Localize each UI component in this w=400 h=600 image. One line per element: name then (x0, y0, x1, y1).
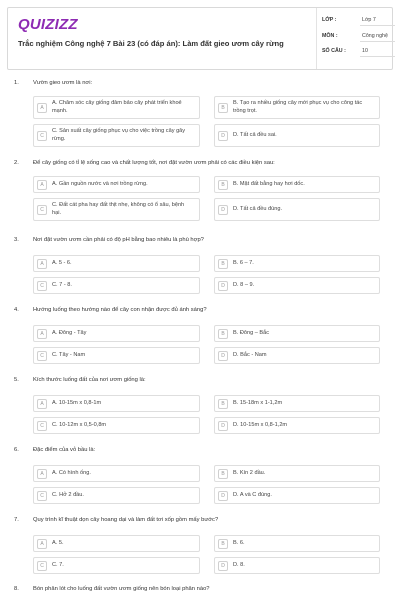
option-text: B. Đông – Bắc (233, 329, 270, 336)
question-text: Quy trình kĩ thuật dọn cây hoang dại và làm đất tơi xốp gồm mấy bước? (33, 517, 219, 523)
meta-grade-label: LỚP : (322, 17, 337, 23)
question-number: 4. (14, 307, 19, 313)
option-letter: A (37, 539, 47, 549)
option-text: C. Đất cát pha hay đất thịt nhẹ, không có ổ sâu, bệnh hại. (52, 201, 185, 216)
option-letter: A (37, 259, 47, 269)
option-letter: A (37, 399, 47, 409)
option-c[interactable] (33, 487, 200, 504)
question-text: Kích thước luống đất của nơi ươm giống là: (33, 377, 146, 383)
option-text: C. 7 - 8. (52, 281, 72, 288)
option-letter: D (218, 131, 228, 141)
meta-grade-underline (360, 25, 395, 26)
option-letter: A (37, 469, 47, 479)
option-letter: D (218, 421, 228, 431)
option-a[interactable] (33, 325, 200, 342)
question-text: Đặc điểm của vỏ bầu là: (33, 447, 96, 453)
option-c[interactable] (33, 347, 200, 364)
option-letter: D (218, 491, 228, 501)
question-number: 7. (14, 517, 19, 523)
option-letter: C (37, 491, 47, 501)
question-text: Vườn gieo ươm là nơi: (33, 80, 93, 86)
question-number: 8. (14, 586, 19, 592)
option-letter: D (218, 561, 228, 571)
option-a[interactable] (33, 465, 200, 482)
option-letter: B (218, 329, 228, 339)
question-text: Để cây giống có tỉ lệ sống cao và chất lượng tốt, nơi đặt vườn ươm phải có các điều kiện sau: (33, 160, 275, 166)
meta-grade-value: Lớp 7 (362, 17, 376, 23)
option-d[interactable] (214, 124, 380, 147)
option-text: B. Mặt đất bằng hay hơi dốc. (233, 180, 305, 187)
option-text: B. 15-18m x 1-1,2m (233, 399, 283, 406)
option-text: C. Hở 2 đầu. (52, 491, 84, 498)
option-d[interactable] (214, 557, 380, 574)
option-text: D. 8. (233, 561, 245, 568)
question-number: 5. (14, 377, 19, 383)
option-letter: D (218, 205, 228, 215)
option-d[interactable] (214, 277, 380, 294)
option-b[interactable] (214, 325, 380, 342)
option-letter: A (37, 103, 47, 113)
meta-subject-label: MÔN : (322, 33, 338, 39)
option-text: D. 8 – 9. (233, 281, 255, 288)
option-letter: D (218, 351, 228, 361)
option-text: A. Chăm sóc cây giống đảm bảo cây phát triển khoẻ mạnh. (52, 99, 182, 114)
option-a[interactable] (33, 535, 200, 552)
option-letter: C (37, 205, 47, 215)
option-letter: B (218, 469, 228, 479)
option-b[interactable] (214, 465, 380, 482)
option-letter: A (37, 329, 47, 339)
option-letter: C (37, 281, 47, 291)
option-c[interactable] (33, 124, 200, 147)
option-text: C. Tây - Nam (52, 351, 86, 358)
question-number: 1. (14, 80, 19, 86)
header-divider (316, 8, 317, 69)
meta-count-label: SỐ CÂU : (322, 48, 346, 54)
option-text: A. 5 - 6. (52, 259, 72, 266)
option-letter: B (218, 399, 228, 409)
option-d[interactable] (214, 347, 380, 364)
option-text: B. 6 – 7. (233, 259, 254, 266)
option-a[interactable] (33, 395, 200, 412)
option-text: D. Bắc - Nam (233, 351, 267, 358)
option-letter: B (218, 259, 228, 269)
quizizz-logo: QUIZIZZ (18, 16, 78, 33)
question-number: 2. (14, 160, 19, 166)
option-text: A. 5. (52, 539, 64, 546)
option-letter: D (218, 281, 228, 291)
option-letter: C (37, 131, 47, 141)
option-letter: A (37, 180, 47, 190)
option-a[interactable] (33, 255, 200, 272)
option-text: A. Gần nguồn nước và nơi trồng rừng. (52, 180, 148, 187)
option-letter: B (218, 539, 228, 549)
option-letter: C (37, 561, 47, 571)
option-d[interactable] (214, 198, 380, 221)
option-letter: B (218, 103, 228, 113)
option-a[interactable] (33, 176, 200, 193)
meta-subject-underline (360, 41, 395, 42)
option-letter: B (218, 180, 228, 190)
option-text: A. Có hình ống. (52, 469, 91, 476)
question-text: Bón phân lót cho luống đất vườn ươm giống nên bón loại phân nào? (33, 586, 210, 592)
worksheet-title: Trắc nghiệm Công nghệ 7 Bài 23 (có đáp án): Làm đất gieo ươm cây rừng (18, 39, 284, 48)
option-b[interactable] (214, 395, 380, 412)
option-b[interactable] (214, 255, 380, 272)
option-text: D. Tất cả đều sai. (233, 131, 277, 138)
option-c[interactable] (33, 557, 200, 574)
question-text: Nơi đặt vườn ươm cần phải có độ pH bằng bao nhiêu là phù hợp? (33, 237, 204, 243)
option-c[interactable] (33, 277, 200, 294)
option-b[interactable] (214, 176, 380, 193)
option-text: B. 6. (233, 539, 245, 546)
option-c[interactable] (33, 417, 200, 434)
option-text: B. Kín 2 đầu. (233, 469, 266, 476)
option-c[interactable] (33, 198, 200, 221)
option-d[interactable] (214, 417, 380, 434)
option-letter: C (37, 421, 47, 431)
question-text: Hướng luống theo hướng nào để cây con nhận được đủ ánh sáng? (33, 307, 207, 313)
worksheet-header (7, 7, 393, 70)
option-text: D. A và C đúng. (233, 491, 272, 498)
option-text: D. Tất cả đều đúng. (233, 205, 283, 212)
option-b[interactable] (214, 535, 380, 552)
option-text: A. Đông - Tây (52, 329, 87, 336)
option-letter: C (37, 351, 47, 361)
option-text: C. 7. (52, 561, 64, 568)
question-number: 6. (14, 447, 19, 453)
option-a[interactable] (33, 96, 200, 119)
meta-subject-value: Công nghệ (362, 33, 388, 39)
option-b[interactable] (214, 96, 380, 119)
option-text: C. 10-12m x 0,5-0,8m (52, 421, 107, 428)
option-d[interactable] (214, 487, 380, 504)
option-text: D. 10-15m x 0,8-1,2m (233, 421, 288, 428)
option-text: B. Tạo ra nhiều giống cây mới phục vụ cho công tác trồng trọt. (233, 99, 363, 114)
option-text: C. Sản xuất cây giống phục vụ cho việc trồng cây gây rừng. (52, 127, 186, 142)
question-number: 3. (14, 237, 19, 243)
meta-count-underline (360, 56, 395, 57)
option-text: A. 10-15m x 0,8-1m (52, 399, 102, 406)
meta-count-value: 10 (362, 48, 368, 54)
